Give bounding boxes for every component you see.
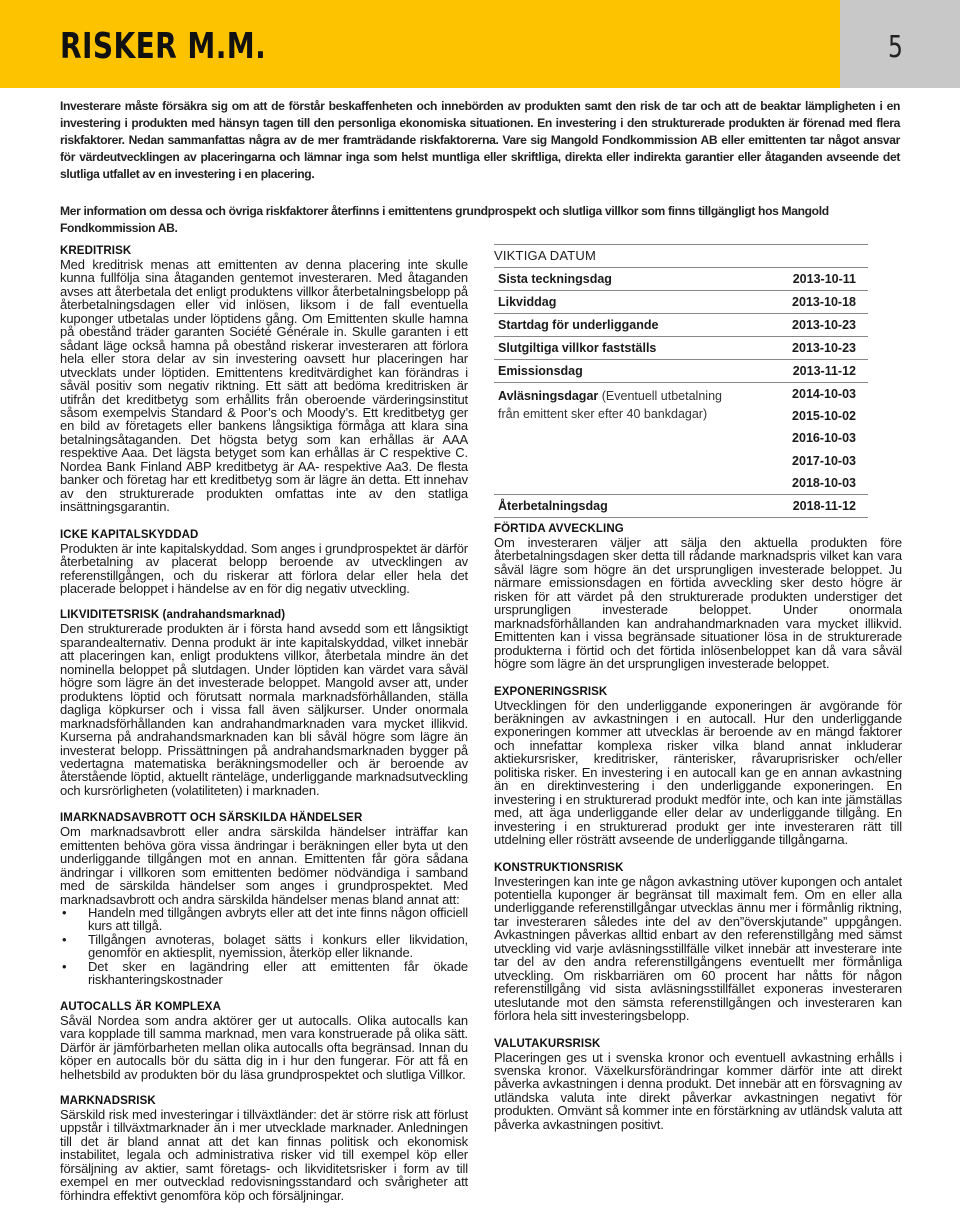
section-title: VALUTAKURSRISK xyxy=(494,1037,601,1050)
right-column xyxy=(494,522,902,1131)
section-body: Utvecklingen för den underliggande exponeringen är avgörande för beräkningen av avkastningen i en autocall. Hur den underliggande exponeringen kommer att utvecklas är beroende av en mängd faktorer och innefattar komplexa risker vilka bland annat inkluderar aktiekursrisker, kreditrisker, ränterisker, råvaruprisrisker och/eller politiska risker. En investering i en autocall kan ge en annan avkastning än en direktinvestering i den underliggande exponeringen. En investering i en strukturerad produkt medför inte, och kan inte jämställas med, att äga underliggande eller delar av underliggande tillgång. En investering i en strukturerad produkt ger inte investeraren rätt till utdelning eller rösträtt avseende de underliggande tillgångarna. xyxy=(494,697,902,848)
row-value: 2018-11-12 xyxy=(792,499,856,513)
section-title: LIKVIDITETSRISK (andrahandsmarknad) xyxy=(60,609,286,622)
row-value: 2015-10-02 xyxy=(792,409,856,424)
table-title: VIKTIGA DATUM xyxy=(494,245,868,268)
table-row xyxy=(494,360,868,383)
page-title: RISKER M.M. xyxy=(60,26,267,67)
list-item: • Det sker en lagändring eller att emittenten får ökade riskhanteringskostnader xyxy=(62,958,468,988)
section-fortida-avveckling xyxy=(494,522,902,671)
row-value: 2013-10-18 xyxy=(792,295,856,309)
section-icke-kapitalskyddad xyxy=(60,528,468,596)
bullet-icon: • xyxy=(62,905,67,921)
event-list xyxy=(60,906,468,987)
section-konstruktionsrisk xyxy=(494,861,902,1023)
left-column xyxy=(60,244,468,1202)
row-note: (Eventuell utbetalning från emittent sker efter 40 bankdagar) xyxy=(498,389,722,421)
observation-values xyxy=(756,383,856,494)
section-marknadsavbrott xyxy=(60,811,468,986)
page-number: 5 xyxy=(888,30,903,65)
row-value: 2017-10-03 xyxy=(792,453,856,468)
section-title: EXPONERINGSRISK xyxy=(494,685,608,698)
section-body: Produkten är inte kapitalskyddad. Som anges i grundprospektet är därför återbetalning av placerat belopp beroende av utvecklingen av referenstillgången, och du riskerar att förlora delar eller hela det placerade beloppet i händelse av en för dig negativ utveckling. xyxy=(60,540,468,596)
section-title: FÖRTIDA AVVECKLING xyxy=(494,523,624,535)
section-body: Särskild risk med investeringar i tillväxtländer: det är större risk att förlust uppstår i tillväxtmarknader än i mer utvecklade marknader. Anledningen till det är bland annat att det kan finnas politisk och ekonomisk instabilitet, legala och administrativa risker vid till exempel köp eller försäljning av aktier, samt företags- och likviditetsrisker i form av till exempel en mer outvecklad redovisningsstandard och svårigheter att förhindra effektivt genomföra köp och försäljningar. xyxy=(60,1107,468,1203)
row-label: Emissionsdag xyxy=(498,364,583,378)
section-title: IMARKNADSAVBROTT OCH SÄRSKILDA HÄNDELSER xyxy=(60,812,363,825)
row-label: Likviddag xyxy=(498,295,557,309)
intro-more-info: Mer information om dessa och övriga riskfaktorer återfinns i emittentens grundprospekt och slutliga villkor som finns tillgängligt hos Mangold Fondkommission AB. xyxy=(60,204,829,235)
row-value: 2013-11-12 xyxy=(792,364,856,378)
section-title: MARKNADSRISK xyxy=(60,1095,156,1108)
section-body: Investeringen kan inte ge någon avkastning utöver kupongen och antalet potentiella kuponger är begränsat till maximalt fem. Om en eller alla underliggande referenstillgångar utvecklas ännu mer i förmånlig riktning, tar investeraren således inte del av den”överskjutande” uppgången. Avkastningen påverkas alltid enbart av den referenstillgång med sämst utveckling vid varje avläsningsstillfälle vilket innebär att investerare inte tar del av den andra referenstillgångens eventuellt mer förmånliga utveckling. Om riskbarriären om 60 procent har nåtts för någon referenstillgång vid sista avläsningsstillfället exponeras investeraren uteslutande mot den sämsta referenstillgången och investeraren kan förlora hela sitt investeringsbelopp. xyxy=(494,873,902,1024)
table-row xyxy=(494,268,868,291)
list-item: • Tillgången avnoteras, bolaget sätts i konkurs eller likvidation, genomför en aktiesplit, nyemission, återköp eller liknande. xyxy=(62,931,468,961)
row-label: Återbetalningsdag xyxy=(498,499,608,513)
section-title: ICKE KAPITALSKYDDAD xyxy=(60,528,199,541)
section-likviditetsrisk xyxy=(60,608,468,797)
row-value: 2013-10-11 xyxy=(792,272,856,286)
section-body: Om marknadsavbrott eller andra särskilda händelser inträffar kan emittenten behöva göra vissa ändringar i beräkningen eller byta ut den underliggande tillgången mot en annan. Emittenten får göra sådana ändringar i villkoren som emittenten bedömer nödvändiga i samband med de särskilda händelser som anges i grundprospektet. Med marknadsavbrott och andra särskilda händelser menas bland annat att: xyxy=(60,824,468,907)
section-exponeringsrisk xyxy=(494,685,902,847)
row-label: Sista teckningsdag xyxy=(498,272,612,286)
table-row xyxy=(494,337,868,360)
section-body: Placeringen ges ut i svenska kronor och eventuell avkastning erhålls i svenska kronor. Växelkursförändringar kommer därför inte att direkt påverka avkastningen i denna produkt. Det innebär att en försvagning av utländska valuta inte direkt påverkar avkastningen negativt för produkten. Omvänt så kommer inte en förstärkning av utländsk valuta att påverka avkastningen positivt. xyxy=(494,1049,902,1132)
intro-paragraph: Investerare måste försäkra sig om att de förstår beskaffenheten och innebörden av produkten samt den risk de tar och att de beaktar lämpligheten i en investering i produkten med hänsyn tagen till den personliga ekonomiska situationen. En investering i den strukturerade produkten är förenad med flera riskfaktorer. Nedan sammanfattas några av de mer framträdande riskfaktorerna. Vare sig Mangold Fondkommission AB eller emittenten tar något ansvar för värdeutvecklingen av placeringarna och lämnar inga som helst muntliga eller skriftliga, direkta eller indirekta garantier eller åtaganden avseende det slutliga utfallet av en investering i en placering. xyxy=(60,99,900,181)
section-marknadsrisk xyxy=(60,1094,468,1202)
row-value: 2013-10-23 xyxy=(792,318,856,332)
section-kreditrisk xyxy=(60,244,468,514)
bullet-icon: • xyxy=(62,931,67,947)
table-row-observation-dates xyxy=(494,383,868,495)
row-label: Avläsningsdagar xyxy=(498,389,599,403)
list-item: • Handeln med tillgången avbryts eller att det inte finns någon officiell kurs att tillgå. xyxy=(62,905,468,934)
row-label: Slutgiltiga villkor fastställs xyxy=(498,341,657,355)
section-autocalls xyxy=(60,1000,468,1081)
row-value: 2014-10-03 xyxy=(792,387,856,401)
row-label: Startdag för underliggande xyxy=(498,318,659,332)
section-body: Den strukturerade produkten är i första hand avsedd som ett långsiktigt sparandealternativ. Denna produkt är inte kapitalskyddad, vilket innebär att placeringen kan, enligt produktens villkor, återbetala mindre än det nominella beloppet på slutdagen. Under löptiden kan värdet vara såväl högre som lägre än det investerade beloppet. Mangold avser att, under produktens löptid och förutsatt normala marknadsförhållanden, ställa dagliga köpkurser och i vissa fall även säljkurser. Under onormala marknadsförhållanden kan andrahandmarknaden vara mycket illikvid. Kurserna på andrahandsmarknaden kan bli såväl högre som lägre än investerat belopp. Prissättningen på andrahandsmarknaden bygger på vedertagna matematiska beräkningsmodeller och är beroende av återstående löptid, aktuellt ränteläge, underliggande marknadsutveckling och kursrörligheten (volatiliteten) i marknaden. xyxy=(60,621,468,798)
row-value: 2018-10-03 xyxy=(792,475,856,490)
row-value: 2016-10-03 xyxy=(792,431,856,446)
table-row xyxy=(494,291,868,314)
bullet-icon: • xyxy=(62,958,67,974)
section-title: AUTOCALLS ÄR KOMPLEXA xyxy=(60,1000,221,1013)
table-row xyxy=(494,314,868,337)
section-title: KREDITRISK xyxy=(60,245,132,257)
section-body: Med kreditrisk menas att emittenten av denna placering inte skulle kunna fullfölja sina åtaganden gentemot investeraren. Med åtaganden avses att återbetala det enligt produktens villkor återbetalningsbelopp på återbetalningsdagen eller vid inlösen, liksom i de fall eventuella kuponger utbetalas under löptidens gång. Om Emittenten skulle hamna på obestånd träder garanten Société Générale in. Skulle garanten i ett sådant läge också hamna på obestånd riskerar investeraren att förlora hela eller stora delar av sin investering oavsett hur placeringen har utvecklats under löptiden. Emittentens kreditvärdighet kan förändras i såväl positiv som negativ riktning. Ett sätt att bedöma kreditrisken är utifrån det kreditbetyg som erhållits från oberoende värderingsinstitut såsom exempelvis Standard & Poor’s och Moody’s. Ett kreditbetyg ger en bild av företagets eller bankens långsiktiga förmåga att klara sina betalningsåtaganden. Det högsta betyg som kan erhållas är AAA respektive Aaa. Det lägsta betyget som kan erhållas är C respektive C. Nordea Bank Finland ABP kreditbetyg är AA- respektive Aa3. De flesta banker och företag har ett kreditbetyg som är lägre än detta. Ett innehav av den strukturerade produkten omfattas inte av den statliga insättningsgarantin. xyxy=(60,257,468,515)
page-header xyxy=(0,0,960,88)
table-row xyxy=(494,495,868,518)
section-body: Såväl Nordea som andra aktörer ger ut autocalls. Olika autocalls kan vara kopplade till samma marknad, men vara konstruerade på olika sätt. Därför är jämförbarheten mellan olika autocalls ofta begränsad. Innan du köper en autocalls bör du sätta dig in i hur den fungerar. För att få en helhetsbild av produkten bör du läsa grundprospektet och slutliga Villkor. xyxy=(60,1012,468,1082)
section-body: Om investeraren väljer att sälja den aktuella produkten före återbetalningsdagen sker detta till rådande marknadspris vilket kan vara såväl lägre som högre än det ursprungligen investerade beloppet. Ju närmare emissionsdagen en förtida avveckling sker desto högre är risken för att värdet på den strukturerade produkten understiger det ursprungligen investerade beloppet. Under onormala marknadsförhållanden kan andrahandmarknaden vara mycket illikvid. Emittenten kan i vissa begränsade situationer lösa in de strukturerade produkterna i förtid och det förtida inlösenbeloppet kan då vara såväl högre som lägre än det ursprungligen investerade beloppet. xyxy=(494,535,902,672)
important-dates-table xyxy=(494,244,868,518)
section-title: KONSTRUKTIONSRISK xyxy=(494,861,624,874)
section-valutakursrisk xyxy=(494,1037,902,1132)
row-value: 2013-10-23 xyxy=(792,341,856,355)
